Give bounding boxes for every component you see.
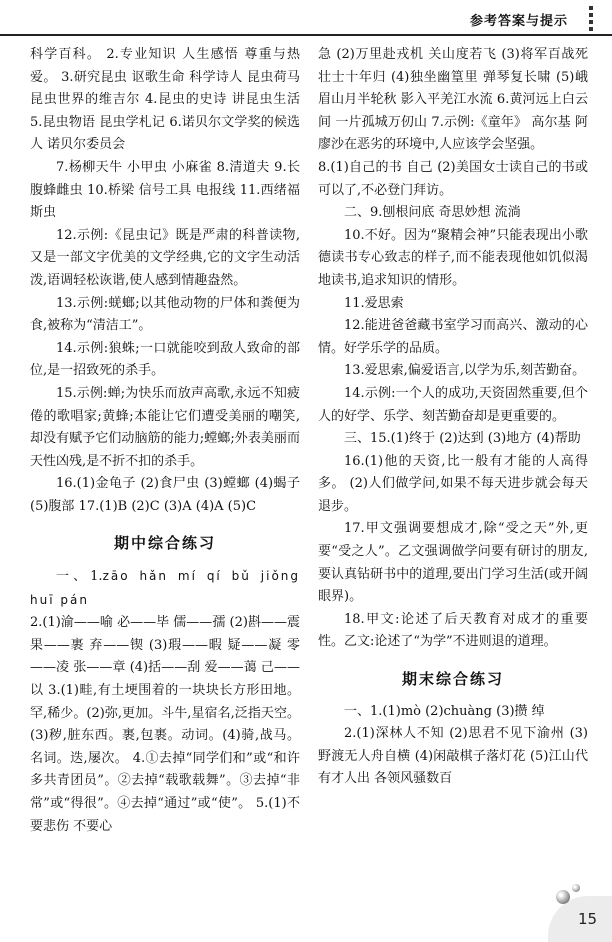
midterm-q1-pinyin: zāo hǎn mí qí bǔ jiǒng huī pán [30, 569, 301, 607]
page-header [0, 0, 612, 40]
final-q1: 一、1.(1)mò (2)chuàng (3)攒 绰 [344, 703, 545, 719]
answer-paragraph: 16.(1)他的天资,比一般有才能的人高得多。 (2)人们做学问,如果不每天进步就会每天退步。 [318, 453, 588, 514]
midterm-q1-label: 一、1. [56, 569, 103, 585]
answer-paragraph: 12.能进爸爸藏书室学习而高兴、激动的心情。好学乐学的品质。 [318, 318, 588, 356]
midterm-section-title: 期中综合练习 [113, 534, 216, 553]
answer-paragraph: 13.示例:蜣螂;以其他动物的尸体和粪便为食,被称为“清洁工”。 [30, 295, 300, 334]
answer-paragraph: 二、9.刨根问底 奇思妙想 流淌 [344, 205, 521, 221]
answer-paragraph: 18.甲文:论述了后天教育对成才的重要性。乙文:论述了“为学”不进则退的道理。 [318, 611, 588, 650]
bead-icon [556, 890, 570, 904]
left-column [30, 44, 300, 838]
page-number: 15 [578, 910, 598, 928]
answer-paragraph: 13.爱思索,偏爱语言,以学为乐,刻苦勤奋。 [344, 363, 586, 379]
answer-paragraph: 8.(1)自己的书 自己 (2)美国女士读自己的书或可以了,不必登门拜访。 [318, 159, 588, 198]
answer-paragraph: 16.(1)金龟子 (2)食尸虫 (3)螳螂 (4)蝎子 (5)腹部 17.(1)B (2)C (3)A (4)A (5)C [30, 476, 300, 514]
answer-paragraph: 11.爱思索 [344, 295, 404, 311]
header-title: 参考答案与提示 [470, 14, 569, 29]
final-section-title: 期末综合练习 [401, 670, 504, 689]
answer-paragraph: 12.示例:《昆虫记》既是严肃的科普读物,又是一部文字优美的文学经典,它的文字生动活泼,语调轻松诙谐,使人感到情趣盎然。 [30, 227, 300, 288]
answer-paragraph: 14.示例:狼蛛;一口就能咬到敌人致命的部位,是一招致死的杀手。 [30, 340, 300, 379]
midterm-answers: 2.(1)渝——喻 必——毕 儒——孺 (2)斟——震 果——裹 弃——锲 (3)瑕——暇 疑——凝 零——凌 张——章 (4)括——刮 爱——蔼 己——以 3.(1)畦,有土埂围着的一块块长方形田地。罕,稀少。(2)弥,更加。斗牛,星宿名,泛指天空。(3)秽,脏东西。裹,包裹。动词。(4)骑,战马。名词。迭,屡次。 4.①去掉“同学们和”或“和许多共青团员”。②去掉“载歌载舞”。③去掉“非常”或“得很”。④去掉“通过”或“使”。 5.(1)不要悲伤 不要心 [30, 615, 300, 834]
answer-paragraph: 7.杨柳天牛 小甲虫 小麻雀 8.清道夫 9.长腹蜂雌虫 10.桥梁 信号工具 电报线 11.西绪福斯虫 [30, 159, 300, 221]
header-rule [0, 34, 612, 36]
answer-paragraph: 科学百科。 2.专业知识 人生感悟 尊重与热爱。 3.研究昆虫 讴歌生命 科学诗人 昆虫荷马 昆虫世界的维吉尔 4.昆虫的史诗 讲昆虫生活 5.昆虫物语 昆虫学札记 6.诺贝尔文学奖的候选人 诺贝尔委员会 [30, 47, 300, 153]
answer-paragraph: 15.示例:蝉;为快乐而放声高歌,永远不知疲倦的歌唱家;黄蜂;本能让它们遭受美丽的嘲笑,却没有赋予它们动脑筋的能力;螳螂;外表美丽而天性凶残,是不折不扣的杀手。 [30, 385, 300, 469]
answer-paragraph: 17.甲文强调要想成才,除“受之天”外,更要“受之人”。乙文强调做学问要有研讨的朋友,要认真钻研书中的道理,要出门学习生活(或开阔眼界)。 [318, 521, 588, 605]
answer-paragraph: 急 (2)万里赴戎机 关山度若飞 (3)将军百战死 壮士十年归 (4)独坐幽篁里 弹琴复长啸 (5)峨眉山月半轮秋 影入平羌江水流 6.黄河远上白云间 一片孤城万仞山 7.示例:《童年》 高尔基 阿廖沙在恶劣的环境中,人应该学会坚强。 [318, 47, 588, 153]
answer-paragraph: 10.不好。因为“聚精会神”只能表现出小歌德读书专心致志的样子,而不能表现他如饥似渴地读书,追求知识的情形。 [318, 227, 588, 288]
answer-paragraph: 14.示例:一个人的成功,天资固然重要,但个人的好学、乐学、刻苦勤奋却是更重要的。 [318, 385, 588, 424]
midterm-q1 [30, 565, 300, 612]
small-bead-icon [572, 884, 580, 892]
right-column [318, 44, 588, 791]
answer-paragraph: 三、15.(1)终于 (2)达到 (3)地方 (4)帮助 [344, 431, 581, 447]
final-answers: 2.(1)深林人不知 (2)思君不见下渝州 (3)野渡无人舟自横 (4)闲敲棋子落灯花 (5)江山代有才人出 各领风骚数百 [318, 726, 588, 787]
header-dots-icon [584, 6, 598, 34]
